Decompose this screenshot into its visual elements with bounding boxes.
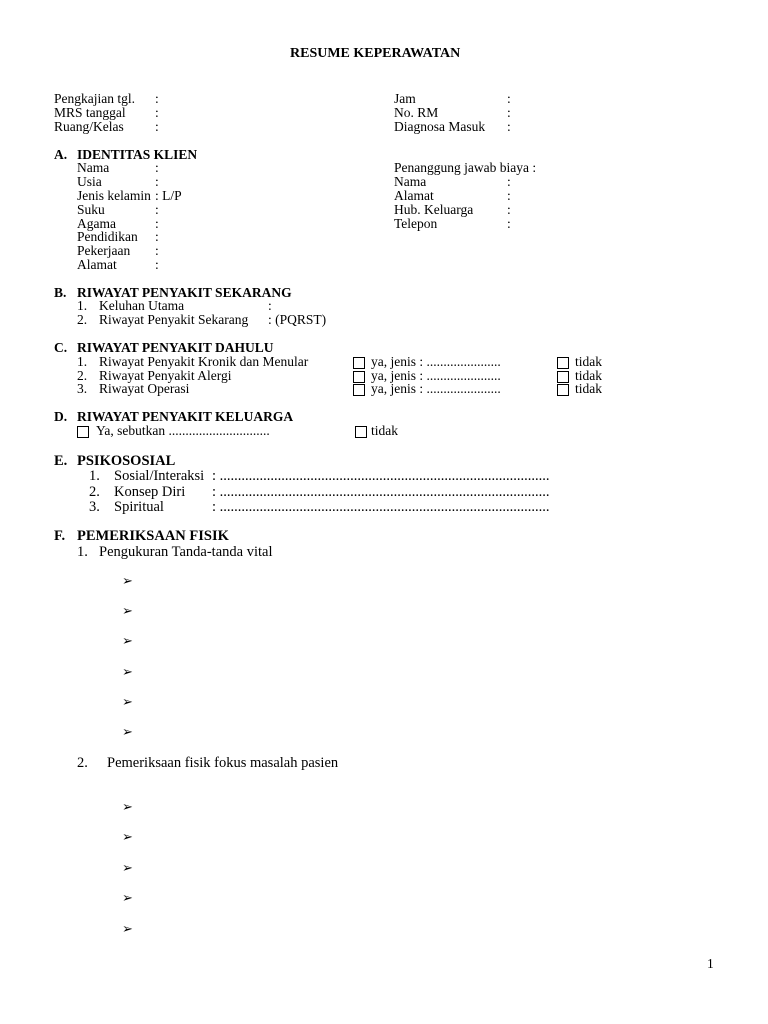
field-suku: Suku: [77, 202, 105, 217]
arrow-bullet-icon: ➢: [122, 921, 133, 936]
section-d-heading: RIWAYAT PENYAKIT KELUARGA: [77, 409, 294, 424]
header-label-jam: Jam: [394, 91, 416, 106]
field-sep: :: [155, 257, 159, 272]
item-riwayat-alergi: Riwayat Penyakit Alergi: [99, 368, 232, 383]
dotted-fill-line: : ...........................................................................................: [212, 484, 550, 500]
option-ya-jenis: ya, jenis : ......................: [371, 368, 501, 383]
checkbox-keluarga-tidak[interactable]: [355, 426, 367, 438]
section-a-letter: A.: [54, 147, 68, 162]
field-nama: Nama: [77, 160, 110, 175]
header-label-pengkajian: Pengkajian tgl.: [54, 91, 135, 106]
list-number: 3.: [89, 499, 100, 515]
item-tanda-vital: Pengukuran Tanda-tanda vital: [99, 544, 273, 560]
item-sosial-interaksi: Sosial/Interaksi: [114, 468, 205, 484]
field-sep: :: [507, 202, 511, 217]
arrow-bullet-icon: ➢: [122, 799, 133, 814]
list-number: 1.: [77, 298, 88, 313]
payer-heading: Penanggung jawab biaya :: [394, 160, 537, 175]
checkbox-alergi-tidak[interactable]: [557, 371, 569, 383]
field-sep: :: [268, 298, 272, 313]
header-sep: :: [155, 91, 159, 106]
field-sep: : (PQRST): [268, 312, 327, 327]
checkbox-keluarga-ya[interactable]: [77, 426, 89, 438]
dotted-fill-line: : ...........................................................................................: [212, 499, 550, 515]
list-number: 1.: [77, 354, 88, 369]
header-label-norm: No. RM: [394, 105, 439, 120]
header-sep: :: [507, 105, 511, 120]
option-tidak: tidak: [371, 423, 398, 438]
header-label-mrs: MRS tanggal: [54, 105, 126, 120]
list-number: 1.: [89, 468, 100, 484]
field-sep: :: [507, 216, 511, 231]
field-sep: :: [507, 188, 511, 203]
checkbox-kronik-ya[interactable]: [353, 357, 365, 369]
list-number: 2.: [89, 484, 100, 500]
field-sep: :: [155, 216, 159, 231]
header-sep: :: [507, 119, 511, 134]
option-tidak: tidak: [575, 368, 602, 383]
item-fisik-fokus: Pemeriksaan fisik fokus masalah pasien: [107, 755, 339, 771]
field-sep: :: [155, 174, 159, 189]
item-spiritual: Spiritual: [114, 499, 164, 515]
section-a-heading: IDENTITAS KLIEN: [77, 147, 198, 162]
arrow-bullet-icon: ➢: [122, 694, 133, 709]
section-e-heading: PSIKOSOSIAL: [77, 453, 176, 469]
arrow-bullet-icon: ➢: [122, 664, 133, 679]
field-sep: :: [155, 160, 159, 175]
checkbox-operasi-ya[interactable]: [353, 384, 365, 396]
item-konsep-diri: Konsep Diri: [114, 484, 186, 500]
header-sep: :: [507, 91, 511, 106]
option-ya-sebutkan: Ya, sebutkan ..............................: [96, 423, 270, 438]
field-alamat: Alamat: [77, 257, 117, 272]
field-sep: :: [155, 243, 159, 258]
header-sep: :: [155, 105, 159, 120]
field-sep: : L/P: [155, 188, 182, 203]
list-number: 3.: [77, 381, 88, 396]
section-c-letter: C.: [54, 340, 68, 355]
field-sep: :: [155, 202, 159, 217]
field-jenis-kelamin: Jenis kelamin: [77, 188, 151, 203]
arrow-bullet-icon: ➢: [122, 603, 133, 618]
field-sep: :: [507, 174, 511, 189]
checkbox-alergi-ya[interactable]: [353, 371, 365, 383]
arrow-bullet-icon: ➢: [122, 829, 133, 844]
checkbox-operasi-tidak[interactable]: [557, 384, 569, 396]
payer-field-nama: Nama: [394, 174, 427, 189]
item-riwayat-operasi: Riwayat Operasi: [99, 381, 190, 396]
list-number: 2.: [77, 368, 88, 383]
list-number: 1.: [77, 544, 88, 560]
field-usia: Usia: [77, 174, 102, 189]
field-pendidikan: Pendidikan: [77, 229, 138, 244]
payer-field-hub-keluarga: Hub. Keluarga: [394, 202, 474, 217]
arrow-bullet-icon: ➢: [122, 890, 133, 905]
item-keluhan-utama: Keluhan Utama: [99, 298, 185, 313]
field-agama: Agama: [77, 216, 116, 231]
field-sep: :: [155, 229, 159, 244]
arrow-bullet-icon: ➢: [122, 633, 133, 648]
option-ya-jenis: ya, jenis : ......................: [371, 381, 501, 396]
section-b-heading: RIWAYAT PENYAKIT SEKARANG: [77, 285, 292, 300]
section-b-letter: B.: [54, 285, 67, 300]
section-f-letter: F.: [54, 528, 66, 544]
payer-field-alamat: Alamat: [394, 188, 434, 203]
header-label-ruang: Ruang/Kelas: [54, 119, 124, 134]
arrow-bullet-icon: ➢: [122, 860, 133, 875]
list-number: 2.: [77, 312, 88, 327]
field-pekerjaan: Pekerjaan: [77, 243, 131, 258]
section-d-letter: D.: [54, 409, 68, 424]
header-sep: :: [155, 119, 159, 134]
item-riwayat-sekarang: Riwayat Penyakit Sekarang: [99, 312, 249, 327]
section-e-letter: E.: [54, 453, 68, 469]
payer-field-telepon: Telepon: [394, 216, 438, 231]
option-tidak: tidak: [575, 354, 602, 369]
arrow-bullet-icon: ➢: [122, 724, 133, 739]
item-riwayat-kronik: Riwayat Penyakit Kronik dan Menular: [99, 354, 309, 369]
section-f-heading: PEMERIKSAAN FISIK: [77, 528, 229, 544]
option-ya-jenis: ya, jenis : ......................: [371, 354, 501, 369]
header-label-diagnosa: Diagnosa Masuk: [394, 119, 486, 134]
page-number: 1: [707, 956, 714, 971]
page-title: RESUME KEPERAWATAN: [290, 46, 461, 61]
option-tidak: tidak: [575, 381, 602, 396]
dotted-fill-line: : ...........................................................................................: [212, 468, 550, 484]
section-c-heading: RIWAYAT PENYAKIT DAHULU: [77, 340, 274, 355]
arrow-bullet-icon: ➢: [122, 573, 133, 588]
list-number: 2.: [77, 755, 88, 771]
checkbox-kronik-tidak[interactable]: [557, 357, 569, 369]
